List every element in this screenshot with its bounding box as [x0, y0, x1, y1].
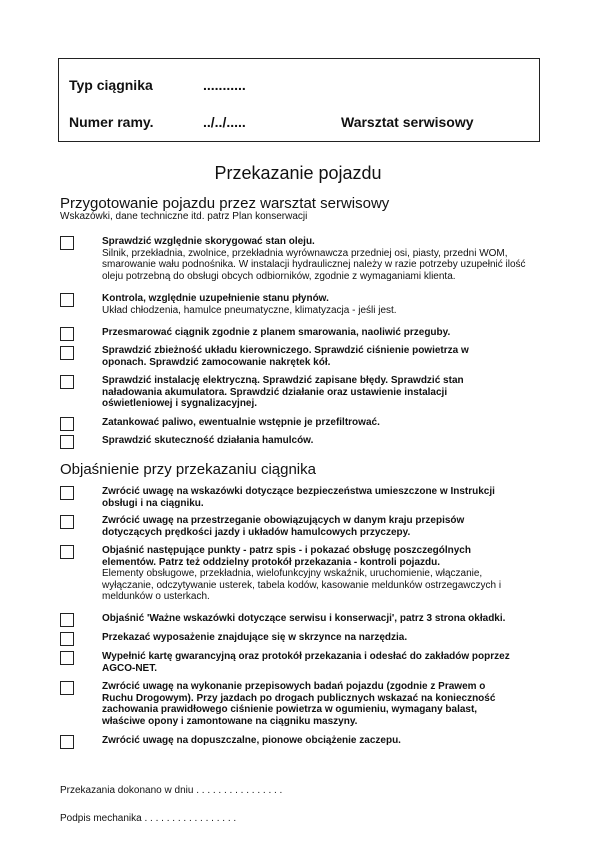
handover-date-line: Przekazania dokonano w dniu . . . . . . . . . . . . . . . .: [60, 785, 283, 796]
item-note: Elementy obsługowe, przekładnia, wielofunkcyjny wskaźnik, uruchomienie, włączanie, wyłączanie, odczytywanie usterek, tabela kodów, kasowanie meldunków ostrzegawczych i meldunków o usterkach.: [102, 568, 502, 602]
checklist-item: [102, 632, 542, 644]
checklist-item: [102, 345, 502, 368]
item-note: Układ chłodzenia, hamulce pneumatyczne, klimatyzacja - jeśli jest.: [102, 304, 397, 316]
checklist-item: [102, 236, 542, 282]
workshop-label: Warsztat serwisowy: [341, 114, 474, 130]
item-title: Objaśnić następujące punkty - patrz spis - i pokazać obsługę poszczególnych elementów. Patrz też oddzielny protokół przekazania - kontroli pojazdu.: [102, 545, 471, 568]
checkbox[interactable]: [60, 435, 74, 449]
checkbox[interactable]: [60, 293, 74, 307]
tractor-type-value: ...........: [203, 77, 246, 93]
frame-number-label: Numer ramy.: [69, 114, 154, 130]
checklist-item: [102, 515, 497, 538]
checklist-item: [102, 417, 542, 429]
item-title: Sprawdzić instalację elektryczną. Sprawdzić zapisane błędy. Sprawdzić stan naładowania akumulatora. Sprawdzić działanie oraz ustawienie instalacji oświetleniowej i sygnalizacyjnej.: [102, 375, 464, 409]
checklist-item: [102, 613, 542, 625]
item-title: Sprawdzić względnie skorygować stan oleju.: [102, 236, 315, 247]
checkbox[interactable]: [60, 735, 74, 749]
checklist-item: [102, 545, 502, 603]
frame-number-value: ../../.....: [203, 114, 246, 130]
item-title: Zwrócić uwagę na przestrzeganie obowiązujących w danym kraju przepisów dotyczących prędkości jazdy i układów hamulcowych przyczepy.: [102, 515, 465, 538]
tractor-type-label: Typ ciągnika: [69, 77, 153, 93]
checkbox[interactable]: [60, 486, 74, 500]
checkbox[interactable]: [60, 417, 74, 431]
item-note: Silnik, przekładnia, zwolnice, przekładnia wyrównawcza przedniej osi, piasty, przedni WOM, smarowanie wału podnośnika. W instalacji hydraulicznej należy w razie potrzeby uzupełnić ilość oleju potrzebną do obsługi obcych odbiorników, zgodnie z wymaganiami klienta.: [102, 247, 526, 282]
checkbox[interactable]: [60, 681, 74, 695]
item-title: Zwrócić uwagę na wykonanie przepisowych badań pojazdu (zgodnie z Prawem o Ruchu Drogowym). Przy jazdach po drogach publicznych wskazać na konieczność zachowania prawidłowego ciśnienie powietrza w ogumieniu, wymagany balast, właściwe opony i zamontowane na ciągniku maszyny.: [102, 681, 496, 727]
item-title: Sprawdzić zbieżność układu kierowniczego. Sprawdzić ciśnienie powietrza w oponach. Sprawdzić zamocowanie nakrętek kół.: [102, 345, 469, 368]
header-box: [58, 58, 540, 142]
checkbox[interactable]: [60, 236, 74, 250]
checklist-item: [102, 435, 542, 447]
item-title: Objaśnić 'Ważne wskazówki dotyczące serwisu i konserwacji', patrz 3 strona okładki.: [102, 613, 506, 624]
checkbox[interactable]: [60, 515, 74, 529]
checkbox[interactable]: [60, 545, 74, 559]
checkbox[interactable]: [60, 651, 74, 665]
item-title: Zwrócić uwagę na wskazówki dotyczące bezpieczeństwa umieszczone w Instrukcji obsługi i na ciągniku.: [102, 486, 495, 509]
section-title-preparation: Przygotowanie pojazdu przez warsztat serwisowy: [60, 195, 390, 212]
item-title: Przesmarować ciągnik zgodnie z planem smarowania, naoliwić przeguby.: [102, 327, 451, 338]
item-title: Zatankować paliwo, ewentualnie wstępnie je przefiltrować.: [102, 417, 380, 428]
checkbox[interactable]: [60, 632, 74, 646]
item-title: Zwrócić uwagę na dopuszczalne, pionowe obciążenie zaczepu.: [102, 735, 401, 746]
checkbox[interactable]: [60, 327, 74, 341]
checklist-item: [102, 327, 542, 339]
section-note: Wskazówki, dane techniczne itd. patrz Plan konserwacji: [60, 211, 308, 222]
checklist-item: [102, 486, 507, 509]
item-title: Wypełnić kartę gwarancyjną oraz protokół przekazania i odesłać do zakładów poprzez AGCO-NET.: [102, 651, 510, 674]
item-title: Kontrola, względnie uzupełnienie stanu płynów.: [102, 293, 329, 304]
checkbox[interactable]: [60, 346, 74, 360]
checklist-item: [102, 651, 532, 674]
checklist-item: [102, 735, 542, 747]
section-title-explanation: Objaśnienie przy przekazaniu ciągnika: [60, 461, 316, 478]
mechanic-signature-line: Podpis mechanika . . . . . . . . . . . . . . . . .: [60, 813, 237, 824]
checklist-item: [102, 293, 542, 316]
item-title: Przekazać wyposażenie znajdujące się w skrzynce na narzędzia.: [102, 632, 408, 643]
checkbox[interactable]: [60, 375, 74, 389]
checklist-item: [102, 375, 502, 410]
checkbox[interactable]: [60, 613, 74, 627]
page-title: Przekazanie pojazdu: [214, 163, 382, 183]
checklist-item: [102, 681, 512, 727]
item-title: Sprawdzić skuteczność działania hamulców.: [102, 435, 314, 446]
